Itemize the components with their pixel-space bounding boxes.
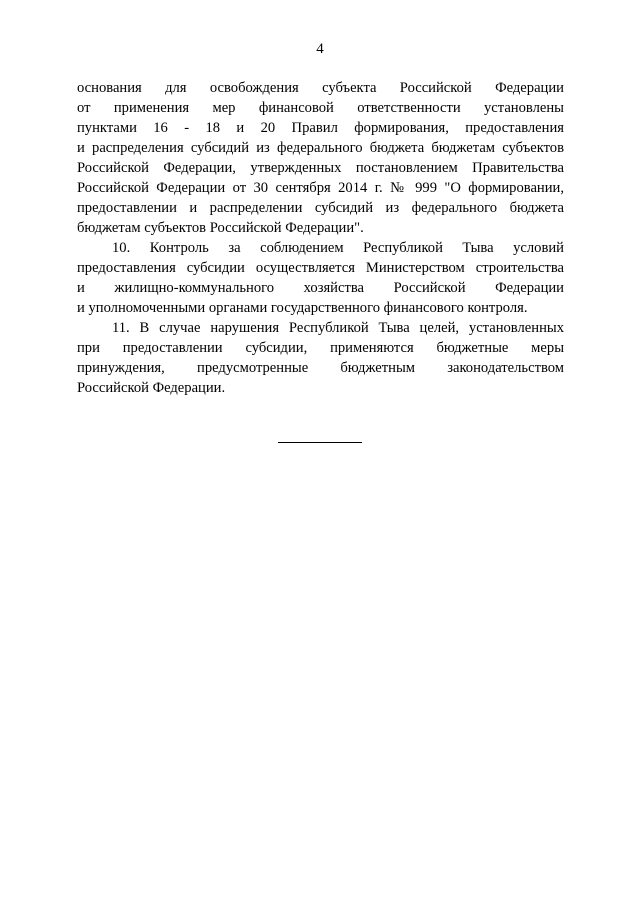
document-body (77, 78, 564, 398)
text-line: предоставления субсидии осуществляется Министерством строительства (77, 260, 564, 276)
text-line: от применения мер финансовой ответственности установлены (77, 100, 564, 116)
text-line: Российской Федерации, утвержденных постановлением Правительства (77, 160, 564, 176)
text-line: 10. Контроль за соблюдением Республикой Тыва условий (112, 240, 564, 256)
text-line: предоставлении и распределении субсидий из федерального бюджета (77, 200, 564, 216)
text-line: Российской Федерации. (77, 380, 226, 396)
text-line: принуждения, предусмотренные бюджетным законодательством (77, 360, 564, 376)
text-line: и уполномоченными органами государственного финансового контроля. (77, 300, 528, 316)
text-line: пунктами 16 - 18 и 20 Правил формирования, предоставления (77, 120, 564, 136)
text-line: 11. В случае нарушения Республикой Тыва целей, установленных (112, 320, 564, 336)
text-line: и жилищно-коммунального хозяйства Российской Федерации (77, 280, 564, 296)
end-separator-line (278, 442, 362, 443)
text-line: при предоставлении субсидии, применяются бюджетные меры (77, 340, 564, 356)
page-number: 4 (316, 41, 324, 57)
text-line: и распределения субсидий из федерального бюджета бюджетам субъектов (77, 140, 564, 156)
text-line: Российской Федерации от 30 сентября 2014 г. № 999 "О формировании, (77, 180, 564, 196)
text-line: бюджетам субъектов Российской Федерации". (77, 220, 364, 236)
paragraph-10-control (77, 238, 564, 318)
paragraph-11-violation (77, 318, 564, 398)
paragraph-financial-responsibility (77, 78, 564, 238)
text-line: основания для освобождения субъекта Российской Федерации (77, 80, 564, 96)
